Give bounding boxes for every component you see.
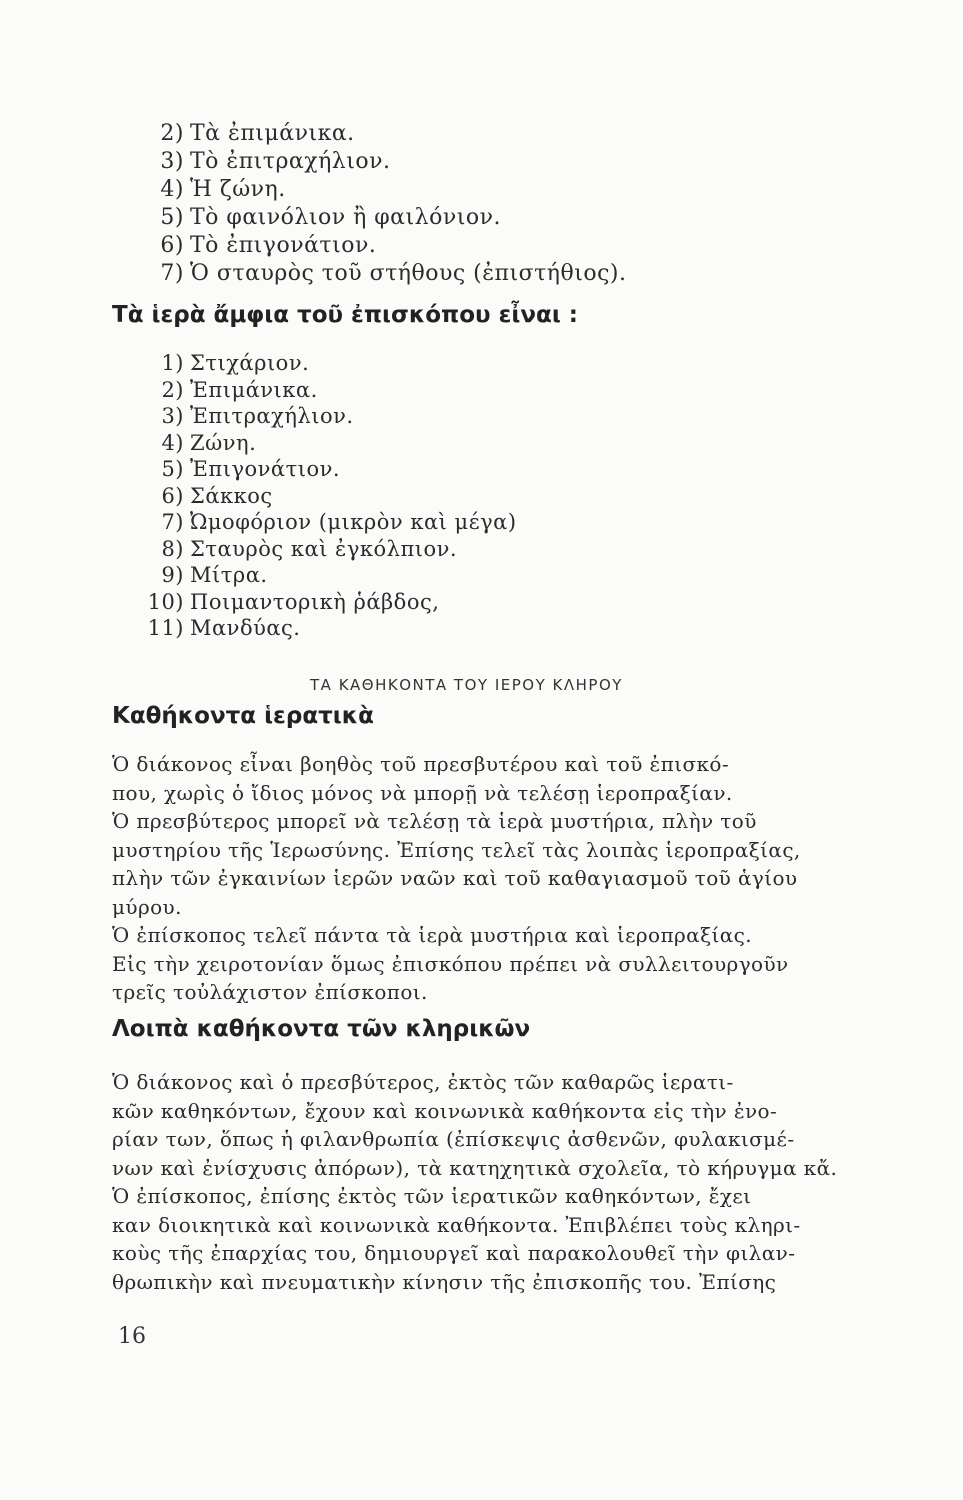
text-line: Εἰς τὴν χειροτονίαν ὅμως ἐπισκόπου πρέπει νὰ συλλειτουργοῦν <box>112 951 789 976</box>
list-text: Τὸ φαινόλιον ἢ φαιλόνιον. <box>190 205 501 230</box>
text-line: Ὁ διάκονος καὶ ὁ πρεσβύτερος, ἐκτὸς τῶν καθαρῶς ἱερατι- <box>112 1070 734 1094</box>
page-number: 16 <box>118 1324 146 1349</box>
list-number: 5) <box>160 205 184 230</box>
text-line: κοὺς τῆς ἐπαρχίας του, δημιουργεῖ καὶ παρακολουθεῖ τὴν φιλαν- <box>112 1241 796 1265</box>
list-item <box>138 536 698 563</box>
text-line: Ὁ διάκονος εἶναι βοηθὸς τοῦ πρεσβυτέρου καὶ τοῦ ἐπισκό- <box>112 752 730 776</box>
paragraph-priestly-duties <box>112 750 858 1007</box>
vestments-list-continued <box>152 120 712 288</box>
list-number: 3) <box>160 149 184 174</box>
list-text: Σάκκος <box>190 483 273 508</box>
list-number: 6) <box>161 483 184 508</box>
list-text: Ἡ ζώνη. <box>190 177 286 202</box>
text-line: θρωπικὴν καὶ πνευματικὴν κίνησιν τῆς ἐπισκοπῆς του. Ἐπίσης <box>112 1269 777 1294</box>
text-line: μύρου. <box>112 894 182 919</box>
list-item <box>138 456 698 483</box>
section-heading-other-duties: Λοιπὰ καθήκοντα τῶν κληρικῶν <box>112 1016 531 1042</box>
text-line: Ὁ ἐπίσκοπος, ἐπίσης ἐκτὸς τῶν ἱερατικῶν καθηκόντων, ἔχει <box>112 1184 752 1208</box>
text-line: ρίαν των, ὅπως ἡ φιλανθρωπία (ἐπίσκεψις ἀσθενῶν, φυλακισμέ- <box>112 1127 795 1151</box>
text-line: Ὁ πρεσβύτερος μπορεῖ νὰ τελέσῃ τὰ ἱερὰ μυστήρια, πλὴν τοῦ <box>112 809 757 833</box>
list-number: 4) <box>160 177 184 202</box>
section-heading-bishop-vestments: Τὰ ἱερὰ ἄμφια τοῦ ἐπισκόπου εἶναι : <box>112 302 578 328</box>
list-item <box>152 120 712 148</box>
list-item <box>152 176 712 204</box>
list-number: 7) <box>160 261 184 286</box>
text-line: που, χωρὶς ὁ ἴδιος μόνος νὰ μπορῇ νὰ τελέσῃ ἱεροπραξίαν. <box>112 780 733 805</box>
list-item <box>138 377 698 404</box>
list-text: Στιχάριον. <box>190 351 310 375</box>
list-text: Τὸ ἐπιγονάτιον. <box>190 233 377 258</box>
list-item <box>152 260 712 288</box>
list-text: Μίτρα. <box>190 563 268 587</box>
list-text: Ὠμοφόριον (μικρὸν καὶ μέγα) <box>190 510 517 534</box>
list-number: 10) <box>147 589 184 614</box>
list-number: 6) <box>160 233 184 258</box>
list-item <box>138 589 698 616</box>
section-heading-priestly-duties: Καθήκοντα ἱερατικὰ <box>112 703 374 729</box>
list-item <box>138 562 698 589</box>
list-text: Τὸ ἐπιτραχήλιον. <box>190 149 391 174</box>
text-line: καν διοικητικὰ καὶ κοινωνικὰ καθήκοντα. Ἐπιβλέπει τοὺς κληρι- <box>112 1212 801 1237</box>
text-line: νων καὶ ἐνίσχυσις ἀπόρων), τὰ κατηχητικὰ σχολεῖα, τὸ κήρυγμα κἄ. <box>112 1155 838 1180</box>
list-number: 7) <box>161 510 184 534</box>
list-item <box>138 430 698 457</box>
text-line: μυστηρίου τῆς Ἱερωσύνης. Ἐπίσης τελεῖ τὰς λοιπὰς ἱεροπραξίας, <box>112 837 801 862</box>
text-line: κῶν καθηκόντων, ἔχουν καὶ κοινωνικὰ καθήκοντα εἰς τὴν ἐνο- <box>112 1098 778 1123</box>
bishop-vestments-list <box>138 350 698 642</box>
list-number: 8) <box>161 536 184 561</box>
list-item <box>138 483 698 510</box>
list-number: 4) <box>161 430 184 455</box>
list-number: 5) <box>161 457 184 481</box>
list-text: Τὰ ἐπιμάνικα. <box>190 121 355 146</box>
list-text: Σταυρὸς καὶ ἐγκόλπιον. <box>190 536 458 561</box>
list-text: Ὁ σταυρὸς τοῦ στήθους (ἐπιστήθιος). <box>190 261 627 286</box>
list-number: 11) <box>147 616 184 640</box>
list-item <box>152 148 712 176</box>
text-line: Ὁ ἐπίσκοπος τελεῖ πάντα τὰ ἱερὰ μυστήρια καὶ ἱεροπραξίας. <box>112 923 753 947</box>
list-item <box>138 403 698 430</box>
list-number: 9) <box>161 563 184 587</box>
list-item <box>138 350 698 377</box>
list-number: 2) <box>160 121 184 146</box>
list-text: Ἐπιμάνικα. <box>190 377 318 402</box>
list-number: 3) <box>161 404 184 428</box>
paragraph-other-duties <box>112 1068 858 1296</box>
text-line: τρεῖς τοὐλάχιστον ἐπίσκοποι. <box>112 980 428 1004</box>
list-text: Ἐπιγονάτιον. <box>190 457 341 481</box>
text-line: πλὴν τῶν ἐγκαινίων ἱερῶν ναῶν καὶ τοῦ καθαγιασμοῦ τοῦ ἁγίου <box>112 866 798 890</box>
list-item <box>152 232 712 260</box>
list-item <box>138 509 698 536</box>
list-number: 1) <box>161 351 184 375</box>
list-text: Ποιμαντορικὴ ῥάβδος, <box>190 589 440 614</box>
chapter-caps-title: ΤΑ ΚΑΘΗΚΟΝΤΑ ΤΟΥ ΙΕΡΟΥ ΚΛΗΡΟΥ <box>310 676 623 694</box>
list-text: Ζώνη. <box>190 430 257 455</box>
list-item <box>138 615 698 642</box>
list-item <box>152 204 712 232</box>
list-number: 2) <box>161 377 184 402</box>
list-text: Μανδύας. <box>190 616 301 640</box>
list-text: Ἐπιτραχήλιον. <box>190 404 354 428</box>
